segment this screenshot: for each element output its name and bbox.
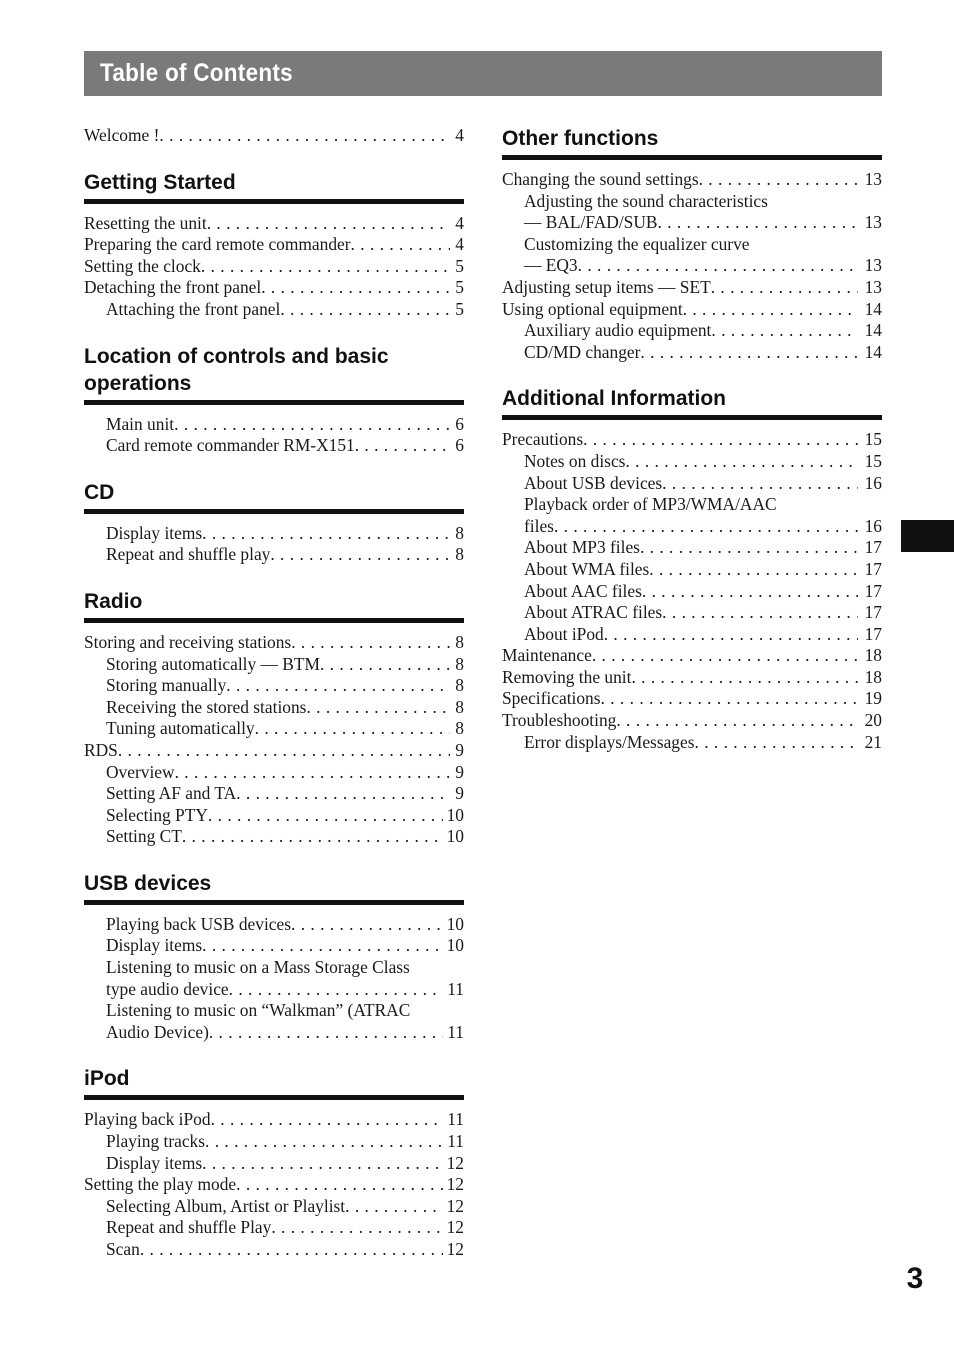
toc-entry-label: Resetting the unit bbox=[84, 212, 207, 233]
toc-entry-attaching-the-front-panel[interactable] bbox=[84, 299, 464, 321]
toc-entry-label: Tuning automatically bbox=[106, 718, 255, 739]
toc-entry-label: Playing back USB devices bbox=[106, 913, 291, 934]
toc-entry-selecting-pty[interactable] bbox=[84, 805, 464, 827]
toc-entry-page: 12 bbox=[446, 1239, 464, 1259]
toc-entry-label: files bbox=[524, 515, 554, 536]
toc-entry-playing-tracks[interactable] bbox=[84, 1131, 464, 1153]
toc-entry-label: Notes on discs bbox=[524, 450, 626, 471]
toc-entry-setting-ct[interactable] bbox=[84, 826, 464, 848]
toc-entry-page: 16 bbox=[864, 515, 882, 536]
dot-leader bbox=[229, 979, 444, 1001]
toc-entry-page: 17 bbox=[864, 558, 882, 579]
toc-entry-label: Setting CT bbox=[106, 826, 182, 847]
toc-entry-label: Selecting Album, Artist or Playlist bbox=[106, 1195, 346, 1216]
dot-leader bbox=[601, 688, 858, 710]
toc-entry-label: Removing the unit bbox=[502, 666, 632, 687]
toc-entry-page: 5 bbox=[455, 255, 464, 276]
dot-leader bbox=[592, 645, 858, 667]
dot-leader bbox=[351, 234, 450, 256]
toc-entry-preparing-the-card-remote-commander[interactable] bbox=[84, 234, 464, 256]
toc-entry-page: 11 bbox=[447, 1109, 464, 1130]
dot-leader bbox=[699, 169, 858, 191]
toc-entry-label: Adjusting the sound characteristics bbox=[524, 190, 768, 211]
toc-entry-playing-back-ipod[interactable] bbox=[84, 1109, 464, 1131]
toc-entry-error-displays-messages[interactable] bbox=[502, 732, 882, 754]
toc-entry-page: 14 bbox=[864, 341, 882, 362]
toc-entry-label: Storing automatically — BTM bbox=[106, 653, 320, 674]
toc-entry-eq3[interactable] bbox=[502, 255, 882, 277]
section-heading[interactable]: Other functions bbox=[502, 125, 882, 160]
toc-entry-about-usb-devices[interactable] bbox=[502, 473, 882, 495]
toc-entry-page: 11 bbox=[447, 978, 464, 999]
toc-entry-setting-af-and-ta[interactable] bbox=[84, 783, 464, 805]
toc-entry-page: 16 bbox=[864, 472, 882, 493]
dot-leader bbox=[202, 935, 442, 957]
toc-entry-about-wma-files[interactable] bbox=[502, 559, 882, 581]
toc-entry-page: 17 bbox=[864, 623, 882, 644]
toc-entry-about-ipod[interactable] bbox=[502, 624, 882, 646]
dot-leader bbox=[320, 654, 450, 676]
toc-entry-files[interactable] bbox=[502, 516, 882, 538]
toc-right-column bbox=[502, 125, 882, 753]
toc-entry-label: Repeat and shuffle Play bbox=[106, 1217, 272, 1238]
toc-entry-page: 8 bbox=[455, 522, 464, 543]
dot-leader bbox=[649, 559, 858, 581]
toc-entry-page: 6 bbox=[455, 413, 464, 434]
toc-entry-page: 17 bbox=[864, 602, 882, 623]
toc-entry-about-mp3-files[interactable] bbox=[502, 537, 882, 559]
toc-entry-page: 10 bbox=[446, 826, 464, 847]
toc-entry-repeat-and-shuffle-play[interactable] bbox=[84, 1217, 464, 1239]
toc-entry-main-unit[interactable] bbox=[84, 414, 464, 436]
toc-entry-about-aac-files[interactable] bbox=[502, 581, 882, 603]
toc-left-column bbox=[84, 125, 464, 1261]
toc-entry-page: 19 bbox=[864, 688, 882, 709]
toc-section-ipod bbox=[84, 1065, 464, 1260]
toc-entry-specifications[interactable] bbox=[502, 688, 882, 710]
toc-entry-bal-fad-sub[interactable] bbox=[502, 212, 882, 234]
toc-entry-label: Repeat and shuffle play bbox=[106, 544, 271, 565]
toc-entry-card-remote-commander-rm-x151[interactable] bbox=[84, 435, 464, 457]
toc-entry-page: 9 bbox=[455, 761, 464, 782]
toc-entry-playing-back-usb-devices[interactable] bbox=[84, 914, 464, 936]
dot-leader bbox=[711, 277, 858, 299]
toc-entry-label: Scan bbox=[106, 1239, 140, 1259]
toc-entry-overview[interactable] bbox=[84, 762, 464, 784]
toc-entry-label: Error displays/Messages bbox=[524, 731, 695, 752]
toc-section-cd bbox=[84, 479, 464, 566]
toc-entry-label: Display items bbox=[106, 935, 203, 956]
toc-entry-page: 12 bbox=[446, 1217, 464, 1238]
dot-leader bbox=[201, 256, 450, 278]
toc-entry-page: 4 bbox=[455, 234, 464, 255]
dot-leader bbox=[604, 624, 858, 646]
dot-leader bbox=[291, 632, 450, 654]
title-bar bbox=[84, 51, 882, 96]
dot-leader bbox=[159, 125, 450, 147]
toc-entry-troubleshooting[interactable] bbox=[502, 710, 882, 732]
toc-entry-label: Changing the sound settings bbox=[502, 169, 699, 189]
toc-entry-label: Receiving the stored stations bbox=[106, 696, 307, 717]
toc-section-additional-information bbox=[502, 385, 882, 753]
toc-entry-page: 13 bbox=[864, 276, 882, 297]
toc-entry-setting-the-clock[interactable] bbox=[84, 256, 464, 278]
dot-leader bbox=[118, 740, 450, 762]
toc-entry-page: 6 bbox=[455, 435, 464, 456]
toc-entry-page: 18 bbox=[864, 645, 882, 666]
dot-leader bbox=[174, 414, 450, 436]
toc-entry-page: 13 bbox=[864, 255, 882, 276]
toc-entry-label: About ATRAC files bbox=[524, 602, 663, 623]
dot-leader bbox=[226, 675, 450, 697]
toc-entry-type-audio-device[interactable] bbox=[84, 979, 464, 1001]
toc-section-getting-started bbox=[84, 169, 464, 321]
toc-entry-label: Display items bbox=[106, 1152, 203, 1173]
toc-entry-label: Storing manually bbox=[106, 675, 227, 696]
section-tab-marker bbox=[901, 520, 954, 552]
dot-leader bbox=[345, 1196, 442, 1218]
toc-entry-page: 9 bbox=[455, 739, 464, 760]
toc-entry-resetting-the-unit[interactable] bbox=[84, 213, 464, 235]
toc-entry-page: 20 bbox=[864, 710, 882, 731]
toc-entry-page: 10 bbox=[446, 935, 464, 956]
toc-entry-listening-to-music-on-a-mass-storage-class[interactable] bbox=[84, 957, 464, 979]
dot-leader bbox=[640, 537, 858, 559]
section-heading[interactable]: Additional Information bbox=[502, 385, 882, 420]
toc-entry-label: Preparing the card remote commander bbox=[84, 234, 351, 255]
toc-entry-label: Customizing the equalizer curve bbox=[524, 233, 750, 254]
section-heading[interactable]: iPod bbox=[84, 1065, 464, 1100]
toc-entry-changing-the-sound-settings[interactable] bbox=[502, 169, 882, 191]
dot-leader bbox=[202, 523, 450, 545]
toc-entry-about-atrac-files[interactable] bbox=[502, 602, 882, 624]
toc-entry-auxiliary-audio-equipment[interactable] bbox=[502, 320, 882, 342]
toc-entry-label: Card remote commander RM-X151 bbox=[106, 435, 355, 456]
dot-leader bbox=[211, 1109, 444, 1131]
toc-entry-label: Listening to music on a Mass Storage Class bbox=[106, 957, 410, 978]
dot-leader bbox=[578, 255, 858, 277]
toc-entry-label: Welcome ! bbox=[84, 125, 160, 145]
toc-entry-label: Main unit bbox=[106, 413, 175, 434]
toc-entry-page: 17 bbox=[864, 580, 882, 601]
dot-leader bbox=[662, 473, 858, 495]
toc-entry-label: — EQ3 bbox=[524, 255, 578, 276]
toc-entry-label: Using optional equipment bbox=[502, 298, 683, 319]
toc-entry-repeat-and-shuffle-play[interactable] bbox=[84, 544, 464, 566]
toc-entry-page: 18 bbox=[864, 666, 882, 687]
toc-entry-label: About USB devices bbox=[524, 472, 663, 493]
toc-entry-listening-to-music-on-walkman-atrac[interactable] bbox=[84, 1000, 464, 1022]
toc-entry-page: 9 bbox=[455, 783, 464, 804]
toc-entry-label: Setting the play mode bbox=[84, 1174, 237, 1195]
toc-entry-label: Playing back iPod bbox=[84, 1109, 211, 1130]
section-heading[interactable]: CD bbox=[84, 479, 464, 514]
toc-entry-page: 8 bbox=[455, 653, 464, 674]
toc-entry-label: Setting AF and TA bbox=[106, 783, 237, 804]
dot-leader bbox=[631, 667, 858, 689]
section-heading[interactable]: Radio bbox=[84, 588, 464, 623]
toc-entry-storing-and-receiving-stations[interactable] bbox=[84, 632, 464, 654]
section-heading[interactable]: Getting Started bbox=[84, 169, 464, 204]
toc-entry-using-optional-equipment[interactable] bbox=[502, 299, 882, 321]
toc-entry-label: About iPod bbox=[524, 623, 604, 644]
toc-entry-label: CD/MD changer bbox=[524, 341, 641, 362]
dot-leader bbox=[640, 342, 858, 364]
toc-entry-page: 13 bbox=[864, 212, 882, 233]
dot-leader bbox=[683, 299, 858, 321]
toc-entry-page: 12 bbox=[446, 1174, 464, 1195]
toc-entry-maintenance[interactable] bbox=[502, 645, 882, 667]
toc-entry-page: 14 bbox=[864, 298, 882, 319]
toc-entry-page: 12 bbox=[446, 1152, 464, 1173]
dot-leader bbox=[270, 544, 450, 566]
toc-entry-setting-the-play-mode[interactable] bbox=[84, 1174, 464, 1196]
toc-entry-precautions[interactable] bbox=[502, 429, 882, 451]
toc-entry-label: Overview bbox=[106, 761, 175, 782]
toc-entry-display-items[interactable] bbox=[84, 1153, 464, 1175]
dot-leader bbox=[291, 914, 443, 936]
dot-leader bbox=[261, 277, 450, 299]
toc-entry-label: Specifications bbox=[502, 688, 601, 709]
toc-entry-page: 4 bbox=[455, 212, 464, 233]
dot-leader bbox=[625, 451, 858, 473]
toc-entry-adjusting-the-sound-characteristics[interactable] bbox=[502, 191, 882, 213]
toc-entry-label: Audio Device) bbox=[106, 1021, 209, 1042]
toc-entry-page: 21 bbox=[864, 731, 882, 752]
toc-entry-label: type audio device bbox=[106, 978, 229, 999]
dot-leader bbox=[236, 1174, 442, 1196]
toc-entry-label: RDS bbox=[84, 739, 118, 760]
toc-entry-label: Setting the clock bbox=[84, 255, 201, 276]
toc-entry-page: 8 bbox=[455, 675, 464, 696]
toc-entry-rds[interactable] bbox=[84, 740, 464, 762]
toc-entry-label: Troubleshooting bbox=[502, 710, 617, 731]
toc-entry-label: Storing and receiving stations bbox=[84, 631, 292, 652]
toc-entry-page: 11 bbox=[447, 1131, 464, 1152]
section-heading[interactable]: USB devices bbox=[84, 870, 464, 905]
toc-entry-label: Display items bbox=[106, 522, 203, 543]
toc-entry-page: 11 bbox=[447, 1021, 464, 1042]
toc-entry-label: Selecting PTY bbox=[106, 804, 208, 825]
toc-entry-label: Playback order of MP3/WMA/AAC bbox=[524, 494, 777, 515]
toc-section-radio bbox=[84, 588, 464, 848]
toc-entry-playback-order-of-mp3-wma-aac[interactable] bbox=[502, 494, 882, 516]
toc-entry-label: Adjusting setup items — SET bbox=[502, 276, 711, 297]
dot-leader bbox=[695, 732, 859, 754]
page-number: 3 bbox=[906, 1262, 924, 1295]
toc-entry-welcome[interactable] bbox=[84, 125, 464, 147]
toc-section-other-functions bbox=[502, 125, 882, 363]
toc-entry-tuning-automatically[interactable] bbox=[84, 718, 464, 740]
toc-entry-audio-device[interactable] bbox=[84, 1022, 464, 1044]
dot-leader bbox=[554, 516, 858, 538]
dot-leader bbox=[306, 697, 450, 719]
toc-entry-label: Attaching the front panel bbox=[106, 298, 281, 319]
dot-leader bbox=[205, 1131, 443, 1153]
toc-section-usb-devices bbox=[84, 870, 464, 1044]
dot-leader bbox=[208, 805, 443, 827]
toc-entry-page: 8 bbox=[455, 696, 464, 717]
toc-entry-customizing-the-equalizer-curve[interactable] bbox=[502, 234, 882, 256]
toc-entry-page: 12 bbox=[446, 1195, 464, 1216]
dot-leader bbox=[209, 1022, 443, 1044]
dot-leader bbox=[236, 783, 450, 805]
toc-section-location-of-controls-and-basic-operations bbox=[84, 343, 464, 457]
toc-entry-label: Maintenance bbox=[502, 645, 592, 666]
toc-entry-cd-md-changer[interactable] bbox=[502, 342, 882, 364]
toc-entry-removing-the-unit[interactable] bbox=[502, 667, 882, 689]
dot-leader bbox=[271, 1217, 442, 1239]
toc-entry-receiving-the-stored-stations[interactable] bbox=[84, 697, 464, 719]
dot-leader bbox=[711, 320, 858, 342]
page-title: Table of Contents bbox=[100, 59, 293, 87]
dot-leader bbox=[662, 602, 858, 624]
toc-entry-selecting-album-artist-or-playlist[interactable] bbox=[84, 1196, 464, 1218]
toc-entry-display-items[interactable] bbox=[84, 935, 464, 957]
toc-entry-page: 5 bbox=[455, 277, 464, 298]
toc-entry-label: About AAC files bbox=[524, 580, 642, 601]
toc-entry-page: 13 bbox=[864, 169, 882, 189]
toc-entry-storing-manually[interactable] bbox=[84, 675, 464, 697]
dot-leader bbox=[642, 581, 858, 603]
toc-entry-page: 15 bbox=[864, 429, 882, 450]
toc-entry-page: 4 bbox=[455, 125, 464, 145]
toc-entry-page: 8 bbox=[455, 631, 464, 652]
dot-leader bbox=[182, 826, 443, 848]
toc-entry-display-items[interactable] bbox=[84, 523, 464, 545]
toc-entry-label: About MP3 files bbox=[524, 537, 640, 558]
dot-leader bbox=[207, 213, 450, 235]
toc-entry-page: 8 bbox=[455, 544, 464, 565]
toc-entry-scan[interactable] bbox=[84, 1239, 464, 1261]
toc-entry-label: Listening to music on “Walkman” (ATRAC bbox=[106, 1000, 411, 1021]
dot-leader bbox=[583, 429, 858, 451]
toc-entry-page: 5 bbox=[455, 298, 464, 319]
toc-entry-label: Precautions bbox=[502, 429, 584, 450]
toc-entry-page: 17 bbox=[864, 537, 882, 558]
toc-entry-page: 15 bbox=[864, 450, 882, 471]
toc-entry-label: About WMA files bbox=[524, 558, 650, 579]
toc-entry-page: 10 bbox=[446, 804, 464, 825]
toc-entry-page: 10 bbox=[446, 913, 464, 934]
toc-entry-storing-automatically-btm[interactable] bbox=[84, 654, 464, 676]
toc-entry-page: 8 bbox=[455, 718, 464, 739]
toc-entry-detaching-the-front-panel[interactable] bbox=[84, 277, 464, 299]
dot-leader bbox=[658, 212, 858, 234]
section-heading[interactable]: Location of controls and basic operations bbox=[84, 343, 464, 405]
dot-leader bbox=[140, 1239, 443, 1261]
dot-leader bbox=[280, 299, 450, 321]
toc-entry-label: — BAL/FAD/SUB bbox=[524, 212, 658, 233]
toc-entry-adjusting-setup-items-set[interactable] bbox=[502, 277, 882, 299]
toc-entry-notes-on-discs[interactable] bbox=[502, 451, 882, 473]
toc-entry-label: Detaching the front panel bbox=[84, 277, 262, 298]
toc-entry-page: 14 bbox=[864, 320, 882, 341]
dot-leader bbox=[616, 710, 858, 732]
dot-leader bbox=[255, 718, 450, 740]
toc-entry-label: Playing tracks bbox=[106, 1131, 206, 1152]
dot-leader bbox=[202, 1153, 442, 1175]
dot-leader bbox=[355, 435, 450, 457]
toc-entry-label: Auxiliary audio equipment bbox=[524, 320, 712, 341]
dot-leader bbox=[175, 762, 450, 784]
